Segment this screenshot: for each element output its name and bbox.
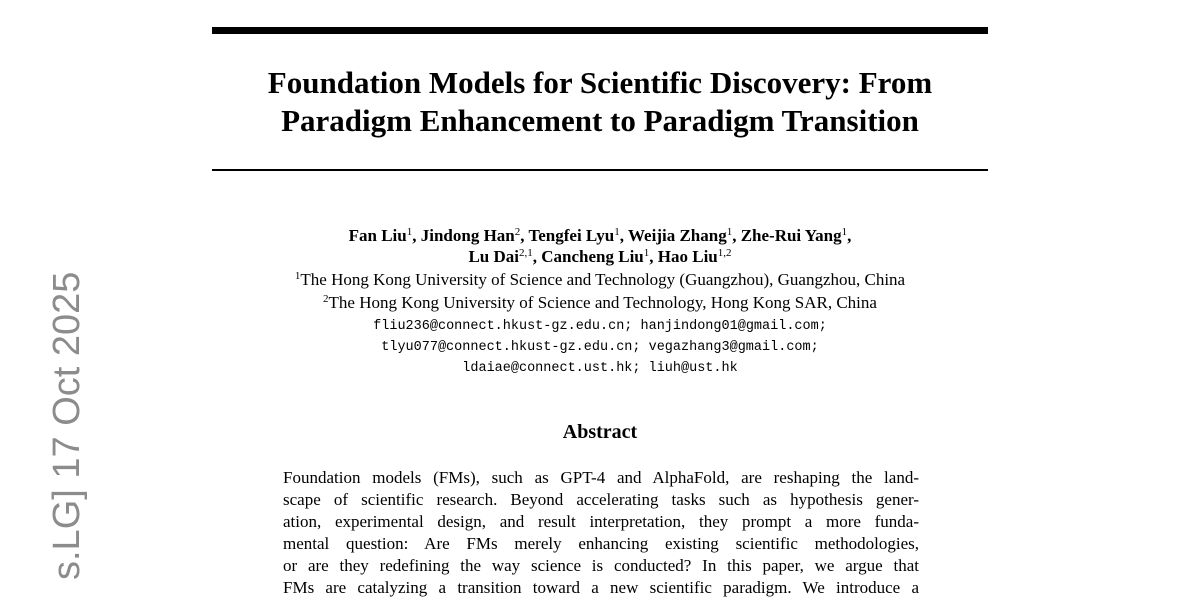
author-name: Hao Liu	[657, 247, 718, 266]
author-name: Fan Liu	[348, 226, 407, 245]
author-name: Weijia Zhang	[627, 226, 727, 245]
author-name: Cancheng Liu	[541, 247, 644, 266]
title-line-1: Foundation Models for Scientific Discovery: From	[267, 65, 933, 100]
abstract-line: FMs are catalyzing a transition toward a new scientific paradigm. We introduce a	[283, 578, 919, 597]
author-affiliation-mark: 2	[514, 226, 521, 238]
author-affiliation-mark: 2,1	[519, 247, 533, 259]
email-line: tlyu077@connect.hkust-gz.edu.cn; vegazhang3@gmail.com;	[381, 340, 819, 355]
email-line: fliu236@connect.hkust-gz.edu.cn; hanjindong01@gmail.com;	[373, 319, 827, 334]
title-bottom-rule	[212, 169, 988, 171]
author-separator: ,	[532, 247, 542, 266]
affiliation-1	[212, 269, 988, 290]
abstract-heading: Abstract	[562, 421, 638, 443]
author-list	[212, 225, 988, 267]
affiliation-text: The Hong Kong University of Science and Technology (Guangzhou), Guangzhou, China	[300, 270, 906, 289]
author-separator: ,	[619, 226, 628, 245]
author-affiliation-mark: 1	[614, 226, 620, 238]
title-top-rule	[212, 27, 988, 34]
author-affiliation-mark: 1	[406, 226, 413, 238]
paper-title	[212, 64, 988, 140]
title-line-2: Paradigm Enhancement to Paradigm Transition	[281, 103, 919, 138]
affiliation-mark: 1	[294, 270, 301, 282]
author-line-2	[212, 246, 988, 267]
author-separator: ,	[520, 226, 529, 245]
author-affiliation-mark: 1	[643, 247, 650, 259]
author-separator: ,	[412, 226, 421, 245]
abstract-line: ation, experimental design, and result interpretation, they prompt a more funda-	[283, 512, 919, 531]
author-line-1	[212, 225, 988, 246]
abstract-line: scape of scientific research. Beyond accelerating tasks such as hypothesis gener-	[283, 490, 919, 509]
arxiv-stamp: s.LG] 17 Oct 2025	[46, 271, 88, 580]
author-emails	[212, 316, 988, 379]
email-line: ldaiae@connect.ust.hk; liuh@ust.hk	[462, 361, 738, 376]
author-separator: ,	[732, 226, 741, 245]
affiliation-mark: 2	[323, 293, 329, 305]
abstract-line: mental question: Are FMs merely enhancing existing scientific methodologies,	[283, 534, 919, 553]
author-separator: ,	[649, 247, 658, 266]
author-name: Zhe-Rui Yang	[740, 226, 842, 245]
author-name: Lu Dai	[468, 247, 520, 266]
author-affiliation-mark: 1	[726, 226, 733, 238]
abstract-line: Foundation models (FMs), such as GPT-4 and AlphaFold, are reshaping the land-	[283, 468, 919, 487]
author-name: Tengfei Lyu	[528, 226, 615, 245]
author-affiliation-mark: 1	[841, 226, 848, 238]
affiliation-2	[212, 292, 988, 313]
author-separator: ,	[847, 226, 852, 245]
abstract-line: or are they redefining the way science is conducted? In this paper, we argue that	[283, 556, 919, 575]
author-name: Jindong Han	[420, 226, 515, 245]
abstract-body	[283, 467, 919, 599]
affiliation-text: The Hong Kong University of Science and Technology, Hong Kong SAR, China	[328, 293, 877, 312]
author-affiliation-mark: 1,2	[717, 247, 732, 259]
